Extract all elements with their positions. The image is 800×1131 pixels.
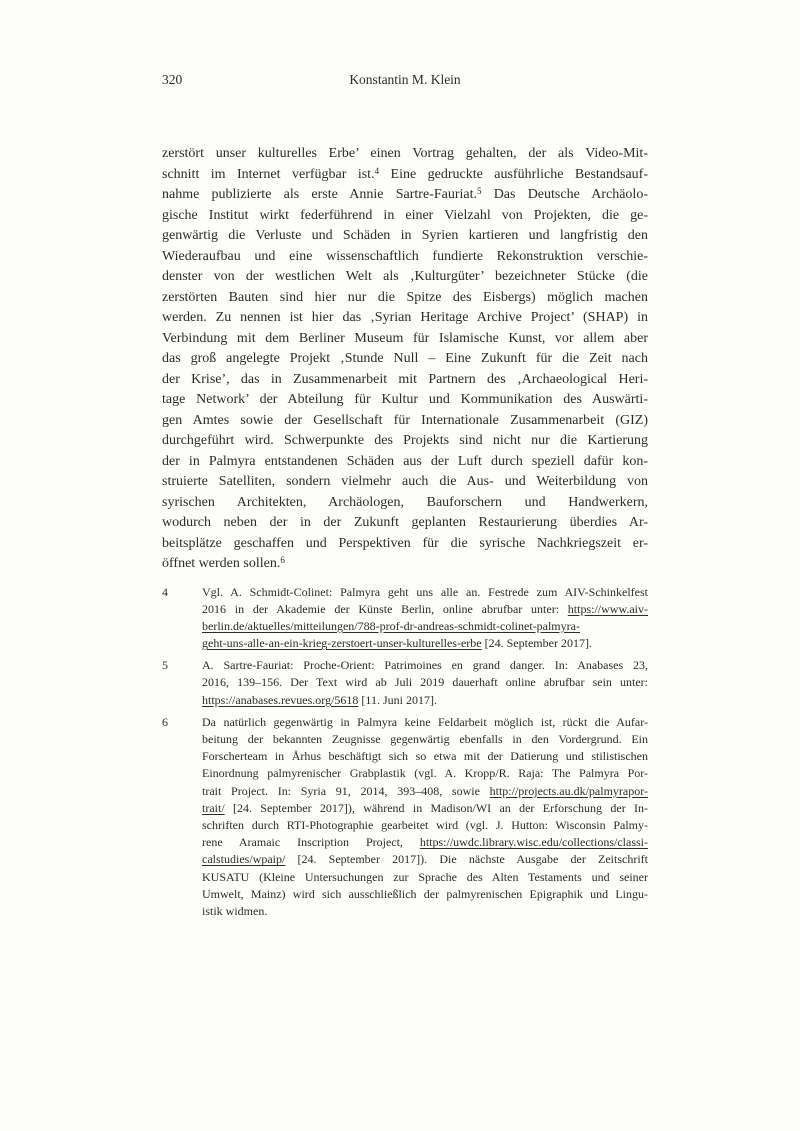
text-line (202, 783, 648, 800)
footnote-link-url[interactable]: https://www.aiv- (567, 601, 648, 616)
footnote (162, 584, 648, 653)
text-line (162, 267, 648, 288)
text-segment: [24. September 2017]. (481, 636, 592, 651)
text-segment: Vgl. A. Schmidt-Colinet: Palmyra geht uns alle an. Festrede zum AIV-Schinkelfest (202, 584, 648, 599)
text-line (162, 513, 648, 534)
text-segment: syrischen Architekten, Archäologen, Bauforschern und Handwerkern, (162, 494, 648, 510)
text-segment: Wiederaufbau und eine wissenschaftlich fundierte Rekonstruktion verschie- (162, 248, 648, 264)
text-line (162, 165, 648, 186)
text-segment: werden. Zu nennen ist hier das ‚Syrian Heritage Archive Project’ (SHAP) in (162, 310, 648, 325)
text-line (162, 308, 648, 329)
text-segment: der Krise’, das in Zusammenarbeit mit Partnern des ‚Archaeological Heri- (162, 371, 648, 387)
footnotes-section (162, 584, 648, 921)
text-segment: genwärtig die Verluste und Schäden in Syrien kartieren und langfristig den (162, 228, 648, 243)
text-segment: Forscherteam in Århus beschäftigt sich so etwa mit der Datierung und stilistischen (202, 749, 648, 764)
text-segment: tage Network’ der Abteilung für Kultur und Kommunikation des Auswärti- (162, 392, 648, 407)
footnote-link-url[interactable]: berlin.de/aktuelles/mitteilungen/788-prof-dr-andreas-schmidt-colinet-palmyra- (202, 618, 580, 633)
text-segment: zerstörten Bauten sind hier nur die Spitze des Eisbergs) möglich machen (162, 289, 648, 305)
text-line (202, 851, 648, 868)
text-line (202, 584, 648, 601)
text-segment: rene Aramaic Inscription Project, (202, 835, 420, 850)
footnote-number: 4 (162, 584, 168, 599)
text-segment: zerstört unser kulturelles Erbe’ einen Vortrag gehalten, der als Video-Mit- (162, 146, 648, 161)
text-line (202, 731, 648, 748)
text-segment: [24. September 2017]). Die nächste Ausgabe der Zeitschrift (285, 852, 648, 867)
footnote-link-url[interactable]: geht-uns-alle-an-ein-krieg-zerstoert-unser-kulturelles-erbe (202, 636, 482, 651)
text-segment: 2016 in der Akademie der Künste Berlin, online abrufbar unter: (202, 601, 568, 616)
text-line (202, 635, 648, 652)
footnote-link-url[interactable]: calstudies/wpaip/ (202, 852, 286, 867)
text-line (162, 206, 648, 227)
text-line (162, 144, 648, 165)
text-segment: beitung der bekannten Zeugnisse gegenwärtig ebenfalls in den Vordergrund. Ein (202, 732, 648, 746)
text-segment: istik widmen. (202, 903, 268, 918)
text-segment: struierte Satelliten, sondern vielmehr auch die Aus- und Weiterbildung von (162, 474, 648, 489)
text-line (202, 800, 648, 817)
running-head: Konstantin M. Klein (349, 72, 461, 87)
footnote-link-url[interactable]: trait/ (202, 800, 225, 815)
footnote-number: 6 (162, 714, 168, 729)
text-line (162, 493, 648, 514)
footnote-text (202, 714, 648, 920)
text-line (202, 834, 648, 851)
footnote-ref: 6 (280, 555, 285, 565)
text-line (202, 674, 648, 691)
footnote-ref: 4 (374, 165, 380, 176)
text-line (162, 554, 648, 575)
text-segment: schriften durch RTI-Photographie gearbeitet wird (vgl. J. Hutton: Wisconsin Palmy- (202, 817, 648, 832)
text-segment: trait Project. In: Syria 91, 2014, 393–408, sowie (202, 783, 490, 798)
text-line (162, 534, 648, 555)
text-line (202, 618, 648, 635)
text-segment: KUSATU (Kleine Untersuchungen zur Sprache des Alten Testaments und seiner (202, 869, 648, 884)
text-line (162, 226, 648, 247)
text-line (162, 390, 648, 411)
text-line (162, 185, 648, 206)
page-number: 320 (162, 72, 183, 87)
text-segment: der in Palmyra entstandenen Schäden aus der Luft durch speziell dafür kon- (162, 453, 648, 469)
text-line (202, 869, 648, 886)
text-segment: öffnet werden sollen. (162, 556, 281, 571)
text-line (202, 748, 648, 765)
text-segment: Das Deutsche Archäolo- (481, 187, 648, 202)
text-segment: nahme publizierte als erste Annie Sartre-Fauriat. (162, 187, 477, 202)
text-line (202, 817, 648, 834)
footnote-link-url[interactable]: https://anabases.revues.org/5618 (202, 692, 359, 707)
text-line (202, 886, 648, 903)
text-segment: [24. September 2017]), während in Madison/WI an der Erforschung der In- (224, 800, 648, 815)
text-line (202, 903, 648, 920)
text-line (162, 431, 648, 452)
body-paragraph (162, 144, 648, 575)
text-line (162, 288, 648, 309)
text-segment: Umwelt, Mainz) wird sich ausschließlich der palmyrenischen Epigraphik und Lingu- (202, 886, 648, 901)
text-segment: Verbindung mit dem Berliner Museum für Islamische Kunst, vor allem aber (162, 330, 648, 346)
footnote-number: 5 (162, 658, 168, 673)
text-line (202, 657, 648, 674)
footnote (162, 714, 648, 920)
text-line (162, 472, 648, 493)
text-segment: 2016, 139–156. Der Text wird ab Juli 2019 dauerhaft online abrufbar sein unter: (202, 675, 648, 690)
text-line (162, 329, 648, 350)
page-content (162, 72, 648, 925)
text-line (202, 714, 648, 731)
text-segment: gische Institut wirkt federführend in einer Vielzahl von Projekten, die ge- (162, 207, 648, 223)
text-line (202, 692, 648, 709)
footnote-link-url[interactable]: https://uwdc.library.wisc.edu/collections/classi- (419, 835, 648, 850)
footnote (162, 657, 648, 709)
text-segment: das groß angelegte Projekt ‚Stunde Null – Eine Zukunft für die Zeit nach (162, 351, 648, 366)
text-line (162, 370, 648, 391)
text-segment: wodurch neben der in der Zukunft geplanten Restaurierung überdies Ar- (162, 515, 648, 530)
text-segment: schnitt im Internet verfügbar ist. (162, 166, 375, 182)
text-line (162, 247, 648, 268)
footnote-ref: 5 (476, 186, 482, 196)
footnote-text (202, 584, 648, 653)
text-segment: gen Amtes sowie der Gesellschaft für Internationale Zusammenarbeit (GIZ) (162, 412, 648, 428)
text-line (202, 601, 648, 618)
text-segment: A. Sartre-Fauriat: Proche-Orient: Patrimoines en grand danger. In: Anabases 23, (202, 658, 648, 673)
text-segment: [11. Juni 2017]. (358, 692, 437, 707)
text-line (162, 411, 648, 432)
text-segment: denster von der westlichen Welt als ‚Kulturgüter’ bezeichneter Stücke (die (162, 269, 648, 284)
page-header (162, 72, 648, 87)
text-line (202, 765, 648, 782)
footnote-text (202, 657, 648, 709)
text-segment: Da natürlich gegenwärtig in Palmyra keine Feldarbeit möglich ist, rückt die Aufar- (202, 714, 648, 729)
text-line (162, 452, 648, 473)
footnote-link-url[interactable]: http://projects.au.dk/palmyrapor- (489, 783, 648, 798)
text-line (162, 349, 648, 370)
text-segment: Einordnung palmyrenischer Grabplastik (vgl. A. Kropp/R. Raja: The Palmyra Por- (202, 766, 648, 781)
text-segment: durchgeführt wird. Schwerpunkte des Projekts sind nicht nur die Kartierung (162, 433, 648, 448)
text-segment: Eine gedruckte ausführliche Bestandsauf- (379, 166, 648, 182)
text-segment: beitsplätze geschaffen und Perspektiven für die syrische Nachkriegszeit er- (162, 535, 648, 551)
